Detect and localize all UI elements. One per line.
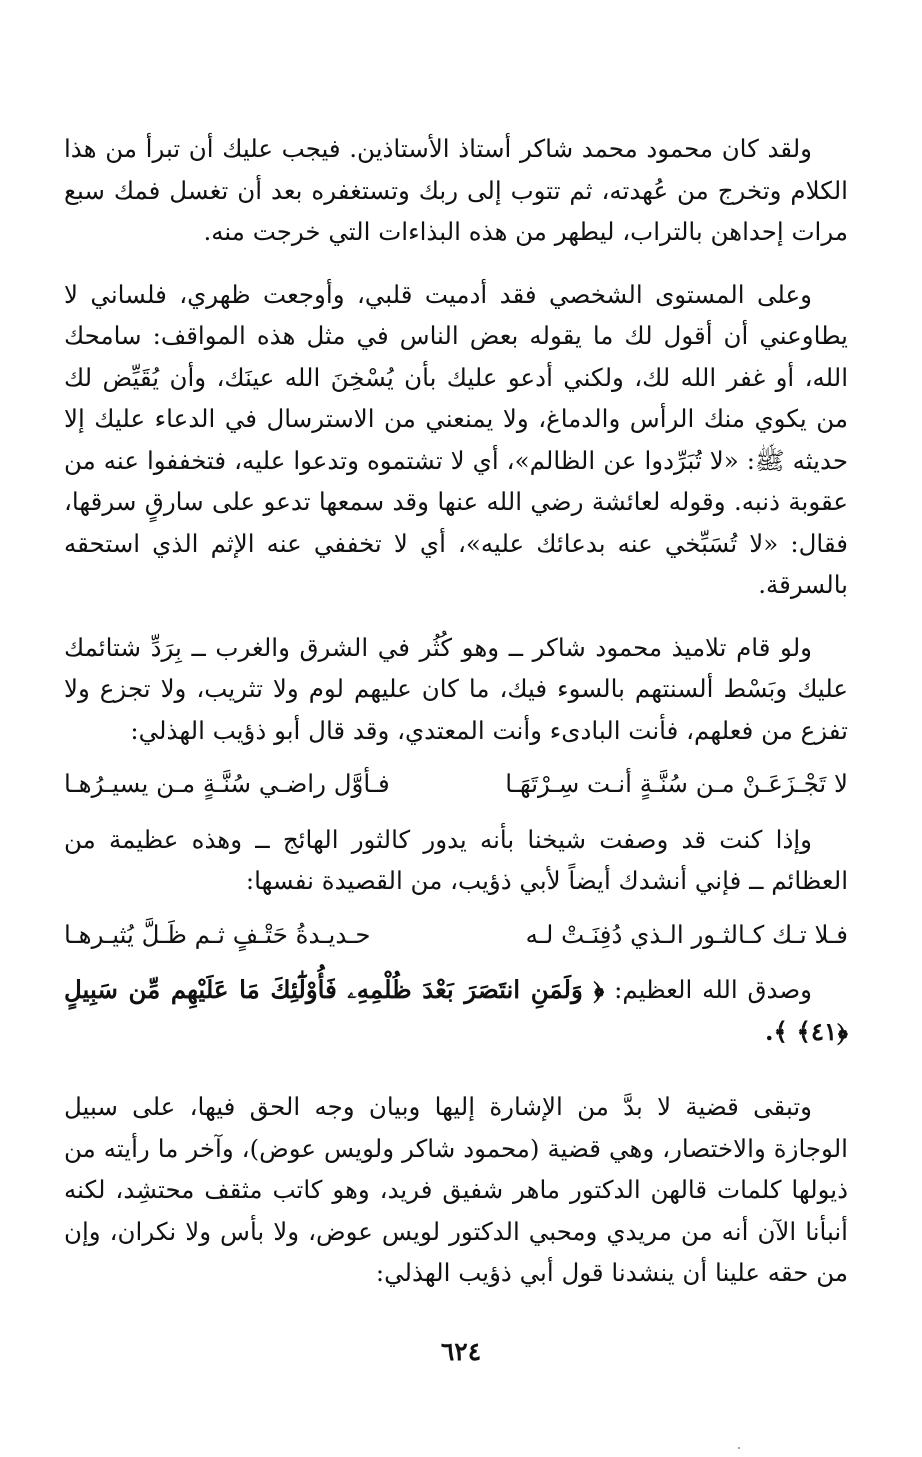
- verse-2-second-hemistich: حـديـدةُ حَتْـفٍ ثـم ظَـلَّ يُثيـرهـا: [64, 919, 371, 949]
- page-number: ٦٢٤: [440, 1337, 482, 1366]
- quran-quote-line: [64, 969, 848, 1052]
- scan-speck: [738, 1447, 740, 1449]
- page-body: [64, 128, 848, 1315]
- quran-intro: وصدق الله العظيم:: [614, 975, 812, 1004]
- poem-verse-2: [64, 914, 848, 956]
- paragraph-4: وإذا كنت قد وصفت شيخنا بأنه يدور كالثور الهائج ــ وهذه عظيمة من العظائم ــ فإني أنشدك أيضاً لأبي ذؤيب، من القصيدة نفسها:: [64, 824, 848, 895]
- quran-verse: ﴿ وَلَمَنِ انتَصَرَ بَعْدَ ظُلْمِهِۦ فَأُوْلَٰٓئِكَ مَا عَلَيْهِم مِّن سَبِيلٍ ﴿٤١﴾ ﴾.: [64, 975, 848, 1046]
- paragraph-1: ولقد كان محمود محمد شاكر أستاذ الأستاذين. فيجب عليك أن تبرأ من هذا الكلام وتخرج من عُهدته، ثم تتوب إلى ربك وتستغفره بعد أن تغسل فمك سبع مرات إحداهن بالتراب، ليطهر من هذه البذاءات التي خرجت منه.: [64, 134, 848, 246]
- verse-1-second-hemistich: فـأوَّل راضـي سُنَّـةٍ مـن يسيـرُهـا: [64, 769, 390, 798]
- paragraph-3: ولو قام تلاميذ محمود شاكر ــ وهو كُثُر في الشرق والغرب ــ بِرَدِّ شتائمك عليك وبَسْط ألسنتهم بالسوء فيك، ما كان عليهم لوم ولا تثريب، ولا تجزع ولا تفزع من فعلهم، فأنت البادىء وأنت المعتدي، وقد قال أبو ذؤيب الهذلي:: [64, 632, 848, 745]
- verse-1-first-hemistich: لا تَجْـزَعَـنْ مـن سُنَّـةٍ أنـت سِـرْتَهَـا: [505, 769, 848, 798]
- verse-2-first-hemistich: فـلا تـك كـالثـور الـذي دُفِنَـتْ لـه: [525, 919, 848, 949]
- paragraph-2: وعلى المستوى الشخصي فقد أدميت قلبي، وأوجعت ظهري، فلساني لا يطاوعني أن أقول لك ما يقوله بعض الناس في مثل هذه المواقف: سامحك الله، أو غفر الله لك، ولكني أدعو عليك بأن يُسْخِنَ الله عينَك، وأن يُقَيِّض لك من يكوي منك الرأس والدماغ، ولا يمنعني من الاسترسال في الدعاء عليك إلا حديثه ﷺ: «لا تُبَرِّدوا عن الظالم»، أي لا تشتموه وتدعوا عليه، فتخففوا عنه من عقوبة ذنبه. وقوله لعائشة رضي الله عنها وقد سمعها تدعو على سارقٍ سرقها، فقال: «لا تُسَبِّخي عنه بدعائك عليه»، أي لا تخففي عنه الإثم الذي استحقه بالسرقة.: [64, 279, 848, 599]
- paragraph-5: وتبقى قضية لا بدَّ من الإشارة إليها وبيان وجه الحق فيها، على سبيل الوجازة والاختصار، وهي قضية (محمود شاكر ولويس عوض)، وآخر ما رأيته من ذيولها كلمات قالهن الدكتور ماهر شفيق فريد، وهو كاتب مثقف محتشِد، لكنه أنبأنا الآن أنه من مريدي ومحبي الدكتور لويس عوض، ولا بأس ولا نكران، وإن من حقه علينا أن ينشدنا قول أبي ذؤيب الهذلي:: [64, 1092, 848, 1287]
- poem-verse-1: [64, 763, 848, 805]
